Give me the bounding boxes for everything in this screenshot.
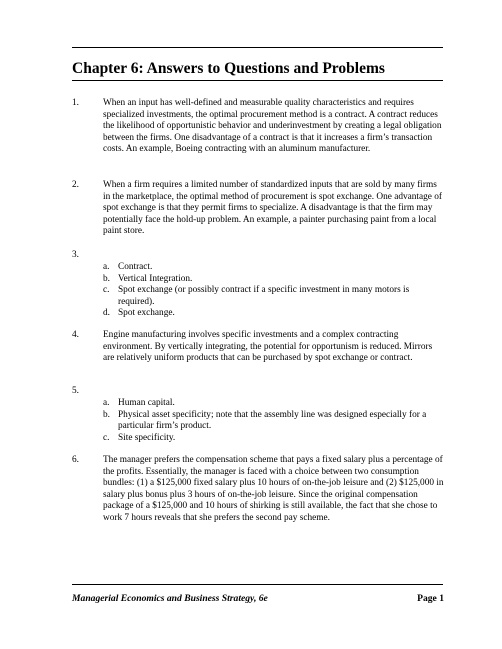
title-underline — [72, 80, 443, 81]
item-letter: a. — [103, 262, 110, 272]
question-1 — [72, 98, 444, 156]
item-letter: b. — [103, 273, 110, 284]
question-3 — [72, 250, 444, 320]
footer-page-number: Page 1 — [417, 593, 444, 604]
question-number: 2. — [72, 180, 79, 190]
question-4 — [72, 330, 444, 365]
list-item — [103, 274, 444, 286]
header-rule — [72, 47, 443, 48]
question-text: Engine manufacturing involves specific investments and a complex contracting environment. By vertically integrating, the potential for opportunism is reduced. Mirrors are relatively uniform products that can be purchased by spot exchange or contract. — [103, 330, 433, 364]
footer-rule — [72, 584, 443, 585]
list-item — [103, 410, 444, 433]
question-text: When a firm requires a limited number of standardized inputs that are sold by many firms in the marketplace, the optimal method of procurement is spot exchange. One advantage of spot exchange is that they permit firms to specialize. A disadvantage is that the firm may potentially face the hold-up problem. An example, a painter purchasing paint from a local paint store. — [103, 180, 442, 237]
list-item — [103, 285, 444, 308]
item-text: Contract. — [118, 262, 153, 272]
item-text: Spot exchange. — [118, 308, 175, 319]
question-number: 5. — [72, 386, 79, 396]
item-text: Vertical Integration. — [118, 273, 193, 284]
question-number: 6. — [72, 455, 79, 465]
question-6 — [72, 455, 444, 525]
footer-book-title: Managerial Economics and Business Strategy, 6e — [72, 593, 268, 604]
list-item — [103, 433, 444, 445]
question-5 — [72, 386, 444, 444]
item-text: Spot exchange (or possibly contract if a specific investment in many motors is required). — [118, 285, 410, 307]
item-letter: c. — [103, 285, 110, 296]
item-letter: a. — [103, 398, 110, 408]
question-number: 3. — [72, 250, 79, 260]
item-text: Site specificity. — [118, 432, 176, 443]
item-text: Human capital. — [118, 398, 175, 408]
item-letter: d. — [103, 308, 110, 319]
list-item — [103, 308, 444, 320]
list-item — [103, 398, 444, 410]
question-number: 4. — [72, 330, 79, 340]
item-letter: c. — [103, 432, 110, 443]
page-title: Chapter 6: Answers to Questions and Problems — [72, 60, 385, 77]
list-item — [103, 262, 444, 274]
item-letter: b. — [103, 409, 110, 420]
question-number: 1. — [72, 98, 79, 108]
item-text: Physical asset specificity; note that the assembly line was designed especially for a particular firm’s product. — [118, 409, 427, 432]
question-text: When an input has well-defined and measurable quality characteristics and requires specialized investments, the optimal procurement method is a contract. A contract reduces the likelihood of opportunistic behavior and underinvestment by creating a legal obligation between the firms. One disadvantage of a contract is that it increases a firm’s transaction costs. An example, Boeing contracting with an aluminum manufacturer. — [103, 98, 442, 155]
question-text: The manager prefers the compensation scheme that pays a fixed salary plus a percentage of the profits. Essentially, the manager is faced with a choice between two consumption bundles: (1) a $125,000 fixed salary plus 10 hours of on-the-job leisure and (2) $125,000 in salary plus bonus plus 3 hours of on-the-job leisure. Since the original compensation package of a $125,000 and 10 hours of shirking is still available, the fact that she chose to work 7 hours reveals that she prefers the second pay scheme. — [103, 455, 444, 523]
question-2 — [72, 180, 444, 238]
